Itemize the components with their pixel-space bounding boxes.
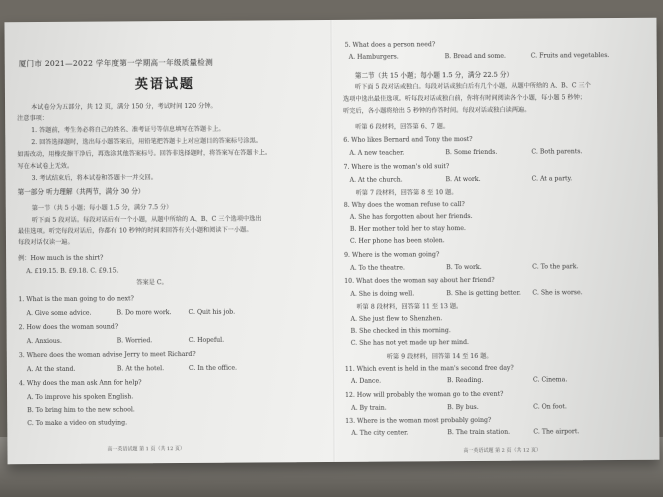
option-c: C. Quit his job. [188, 308, 236, 317]
question-stem: 5. What does a person need? [344, 41, 436, 49]
question-stem: 1. What is the man going to do next? [18, 295, 134, 304]
option-b: B. The train station. [447, 428, 511, 437]
option-b: B. Reading. [446, 376, 484, 385]
option-c: C. She is worse. [532, 289, 583, 297]
option-a: A. The city center. [351, 429, 409, 437]
subject-title: 英语试题 [134, 76, 195, 93]
material-line: 听第 8 段材料，回答第 11 至 13 题。 [356, 303, 463, 311]
left-page [14, 20, 320, 453]
option-c: C. Fruits and vegetables. [530, 52, 610, 60]
right-page [340, 18, 650, 455]
option-c: C. The airport. [533, 428, 580, 436]
option-a: A. Give some advice. [26, 309, 92, 318]
option-a: A. Dance. [350, 377, 382, 385]
note-line: 1. 答题前，考生务必将自己的姓名、准考证号等信息填写在答题卡上。 [31, 125, 225, 135]
question-stem: 2. How does the woman sound? [18, 323, 119, 332]
option-a: A. Anxious. [26, 337, 62, 346]
option-b: B. Do more work. [116, 309, 172, 317]
option-c: C. Her phone has been stolen. [349, 237, 445, 245]
option-b: B. By bus. [447, 403, 479, 412]
page-footer: 高一英语试题 第 2 页（共 12 页） [463, 447, 541, 455]
section-heading: 第一节（共 5 小题；每小题 1.5 分，满分 7.5 分） [31, 204, 173, 213]
option-b: B. Worried. [116, 337, 153, 345]
question-stem: 11. Which event is held in the man's second free day? [344, 364, 514, 373]
option-b: B. At work. [445, 175, 481, 184]
option-b: B. To bring him to the new school. [27, 406, 135, 415]
option-a: A. At the stand. [26, 365, 76, 374]
option-c: C. On foot. [533, 403, 567, 411]
option-c: C. She has not yet made up her mind. [350, 339, 470, 347]
question-stem: 10. What does the woman say about her friend? [344, 276, 495, 285]
option-c: C. Cinema. [532, 376, 568, 384]
option-c: C. To the park. [532, 263, 579, 271]
option-a: A. A new teacher. [349, 149, 405, 157]
material-line: 听第 7 段材料，回答第 8 至 10 题。 [355, 189, 458, 197]
option-a: A. She has forgotten about her friends. [349, 213, 473, 221]
note-line: 3. 考试结束后，将本试卷和答题卡一并交回。 [31, 174, 158, 183]
instruction-line: 选项中选出最佳选项。听每段对话或独白前，你将有时间阅读各个小题，每小题 5 秒钟； [342, 94, 587, 103]
option-c: C. In the office. [188, 364, 238, 373]
option-b: B. Her mother told her to stay home. [349, 225, 466, 233]
note-line: 本试卷分为五部分，共 12 页，满分 150 分，考试时间 120 分钟。 [31, 102, 217, 112]
question-stem: 3. Where does the woman advise Jerry to meet Richard? [18, 350, 196, 360]
section-heading: 第二节（共 15 小题；每小题 1.5 分，满分 22.5 分） [354, 70, 514, 80]
option-b: B. She checked in this morning. [350, 327, 451, 335]
material-line: 听第 9 段材料，回答第 14 至 16 题。 [386, 352, 493, 361]
material-line: 听第 6 段材料，回答第 6、7 题。 [355, 123, 450, 131]
option-b: B. At the hotel. [116, 365, 165, 373]
note-line: 2. 回答选择题时，选出每小题答案后，用铅笔把答题卡上对应题目的答案标号涂黑。 [31, 137, 262, 147]
note-line: 写在本试卷上无效。 [17, 162, 74, 171]
option-a: A. To improve his spoken English. [27, 393, 134, 402]
page-fold [330, 20, 335, 462]
example-question: 例：How much is the shirt? [18, 254, 104, 263]
option-b: B. Bread and some. [444, 52, 507, 61]
note-line: 注意事项： [17, 114, 49, 123]
question-stem: 6. Who likes Bernard and Tony the most? [343, 136, 473, 144]
question-stem: 7. Where is the woman's old suit? [343, 163, 450, 171]
exam-paper [4, 18, 659, 465]
page-footer: 高一英语试题 第 1 页（共 12 页） [107, 446, 185, 453]
question-stem: 12. How will probably the woman go to the event? [345, 390, 504, 399]
question-stem: 8. Why does the woman refuse to call? [343, 201, 465, 209]
instruction-line: 听下面 5 段对话或独白。每段对话或独白后有几个小题，从题中所给的 A、B、C 三个 [354, 82, 591, 91]
option-a: A. To the theatre. [350, 264, 405, 272]
option-a: A. She is doing well. [350, 290, 415, 298]
option-a: A. She just flew to Shenzhen. [350, 315, 443, 323]
option-b: B. She is getting better. [446, 289, 521, 298]
exam-header: 厦门市 2021—2022 学年度第一学期高一年级质量检测 [18, 57, 213, 69]
question-stem: 4. Why does the man ask Ann for help? [18, 379, 142, 388]
option-b: B. Some friends. [445, 148, 498, 157]
option-c: C. At a party. [531, 175, 573, 183]
option-c: C. Hopeful. [188, 336, 225, 345]
instruction-line: 听完后，各小题将给出 5 秒钟的作答时间。每段对话或独白读两遍。 [343, 106, 531, 115]
option-b: B. To work. [446, 263, 482, 272]
option-a: A. At the church. [349, 176, 403, 184]
example-answer: 答案是 C。 [136, 279, 168, 287]
note-line: 如需改动，用橡皮擦干净后，再选涂其他答案标号。回答非选择题时，将答案写在答题卡上。 [17, 149, 272, 159]
example-options: A. £19.15. B. £9.18. C. £9.15. [26, 267, 119, 276]
option-c: C. To make a video on studying. [27, 419, 128, 428]
instruction-line: 每段对话仅读一遍。 [17, 238, 74, 247]
option-c: C. Both parents. [531, 148, 583, 156]
instruction-line: 最佳选项。听完每段对话后，你都有 10 秒钟的时间来回答有关小题和阅读下一小题。 [17, 226, 253, 236]
option-a: A. Hamburgers. [348, 53, 399, 61]
question-stem: 9. Where is the woman going? [344, 251, 440, 259]
instruction-line: 听下面 5 段对话。每段对话后有一个小题，从题中所给的 A、B、C 三个选项中选出 [31, 215, 262, 225]
question-stem: 13. Where is the woman most probably going? [345, 416, 492, 425]
option-a: A. By train. [351, 404, 387, 412]
part-heading: 第一部分 听力理解（共两节，满分 30 分） [17, 187, 145, 197]
